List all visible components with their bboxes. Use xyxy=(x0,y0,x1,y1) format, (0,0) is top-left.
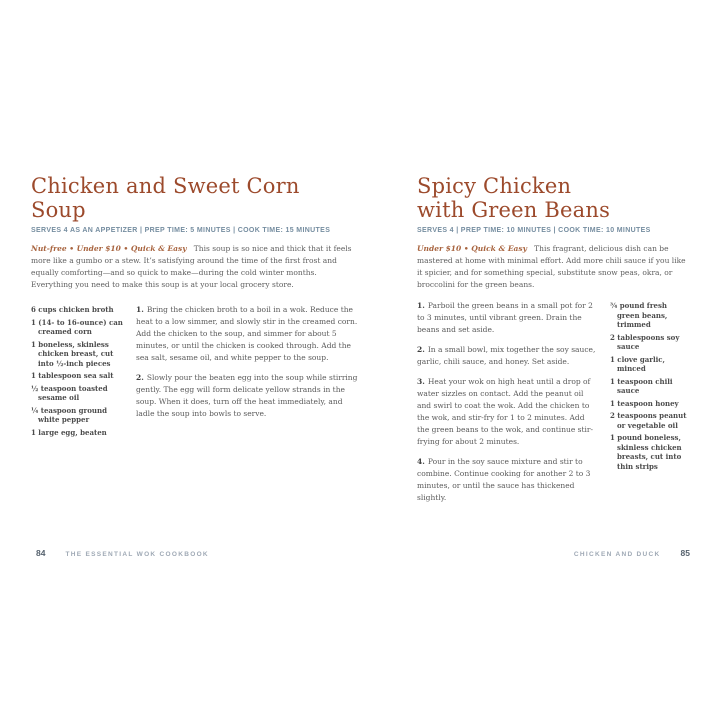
left-page-footer xyxy=(36,548,209,558)
ingredient-item: 2 tablespoons soy sauce xyxy=(610,332,680,351)
step-text: Heat your wok on high heat until a drop of water sizzles on contact. Add the peanut oil and swirl to coat the wok. Add the chicken to the wok, and stir-fry for 1 to 2 minutes. Add the green beans to the wok, and continue stir-frying for about 2 minutes. xyxy=(417,377,594,446)
step-number: 2. xyxy=(136,373,144,382)
step-text: In a small bowl, mix together the soy sauce, garlic, chili sauce, and honey. Set aside. xyxy=(417,345,596,366)
ingredient-item: 1 pound boneless, skinless chicken breasts, cut into thin strips xyxy=(610,433,682,471)
step-text: Pour in the soy sauce mixture and stir to combine. Continue cooking for another 2 to 3 minutes, or until the sauce has thickened slightly. xyxy=(417,457,591,502)
recipe-title-right xyxy=(417,174,690,222)
ingredient-item: ½ teaspoon toasted sesame oil xyxy=(31,383,108,402)
left-recipe-page xyxy=(31,174,360,440)
page-number-right: 85 xyxy=(680,548,690,558)
ingredient-item: 1 boneless, skinless chicken breast, cut into ½-inch pieces xyxy=(31,339,114,368)
running-title-left: THE ESSENTIAL WOK COOKBOOK xyxy=(65,551,209,558)
ingredient-item: ¼ teaspoon ground white pepper xyxy=(31,405,107,424)
recipe-meta-left: SERVES 4 AS AN APPETIZER | PREP TIME: 5 MINUTES | COOK TIME: 15 MINUTES xyxy=(31,227,331,234)
instruction-step xyxy=(136,372,360,420)
ingredient-list-right xyxy=(610,301,690,512)
recipe-title-left: Chicken and Sweet Corn Soup xyxy=(31,174,300,222)
right-recipe-page xyxy=(417,174,690,512)
ingredient-item: 1 tablespoon sea salt xyxy=(31,371,114,380)
instruction-step xyxy=(417,300,599,336)
step-number: 1. xyxy=(417,301,425,310)
ingredient-list-left xyxy=(31,305,128,440)
instruction-list-right xyxy=(417,300,599,512)
ingredient-item: 1 teaspoon chili sauce xyxy=(610,376,673,395)
ingredient-item: 6 cups chicken broth xyxy=(31,305,114,314)
recipe-title-right-line2: with Green Beans xyxy=(417,198,611,222)
step-number: 4. xyxy=(417,457,425,466)
page-number-left: 84 xyxy=(36,548,46,558)
right-page-footer xyxy=(574,548,690,558)
step-text: Bring the chicken broth to a boil in a wok. Reduce the heat to a low simmer, and slowly stir in the creamed corn. Add the chicken to the soup, and simmer for about 5 minutes, or until the chicken is cooked through. Add the sea salt, sesame oil, and white pepper to the soup. xyxy=(136,305,358,362)
step-text: Slowly pour the beaten egg into the soup while stirring gently. The egg will form delicate yellow strands in the soup. When it does, turn off the heat immediately, and ladle the soup into bowls to serve. xyxy=(136,373,358,418)
recipe-title-right-line1: Spicy Chicken xyxy=(417,174,572,198)
recipe-tags-right: Under $10 • Quick & Easy xyxy=(417,244,527,253)
instruction-step xyxy=(417,376,599,448)
recipe-intro-right xyxy=(417,243,690,291)
recipe-intro-left xyxy=(31,243,360,291)
instruction-step xyxy=(136,304,360,364)
ingredient-item: 2 teaspoons peanut or vegetable oil xyxy=(610,411,687,430)
instruction-step xyxy=(417,344,599,368)
running-title-right: CHICKEN AND DUCK xyxy=(573,551,661,558)
ingredient-item: 1 teaspoon honey xyxy=(610,398,679,408)
step-number: 3. xyxy=(417,377,425,386)
recipe-meta-right: SERVES 4 | PREP TIME: 10 MINUTES | COOK TIME: 10 MINUTES xyxy=(417,227,651,234)
ingredient-item: 1 (14- to 16-ounce) can creamed corn xyxy=(31,317,123,336)
recipe-columns-right xyxy=(417,300,690,512)
step-text: Parboil the green beans in a small pot for 2 to 3 minutes, until vibrant green. Drain the beans and set aside. xyxy=(417,301,593,334)
ingredient-item: 1 large egg, beaten xyxy=(31,427,107,437)
ingredient-item: 1 clove garlic, minced xyxy=(610,354,665,373)
recipe-intro-text-right: This fragrant, delicious dish can be mastered at home with minimal effort. Add more chili sauce if you like it spicier, and for something special, substitute snow peas, okra, or broccolini for the green beans. xyxy=(417,244,686,289)
instruction-step xyxy=(417,456,599,504)
recipe-columns-left xyxy=(31,304,360,440)
recipe-tags-left: Nut-free • Under $10 • Quick & Easy xyxy=(31,244,187,253)
step-number: 1. xyxy=(136,305,144,314)
step-number: 2. xyxy=(417,345,425,354)
ingredient-item: ¾ pound fresh green beans, trimmed xyxy=(610,301,668,329)
instruction-list-left xyxy=(136,304,360,440)
recipe-intro-text-left: This soup is so nice and thick that it feels more like a gumbo or a stew. It’s satisfying around the time of the first frost and equally comforting—and so quick to make—during the cold winter months. Everything you need to make this soup is at your local grocery store. xyxy=(31,244,352,289)
